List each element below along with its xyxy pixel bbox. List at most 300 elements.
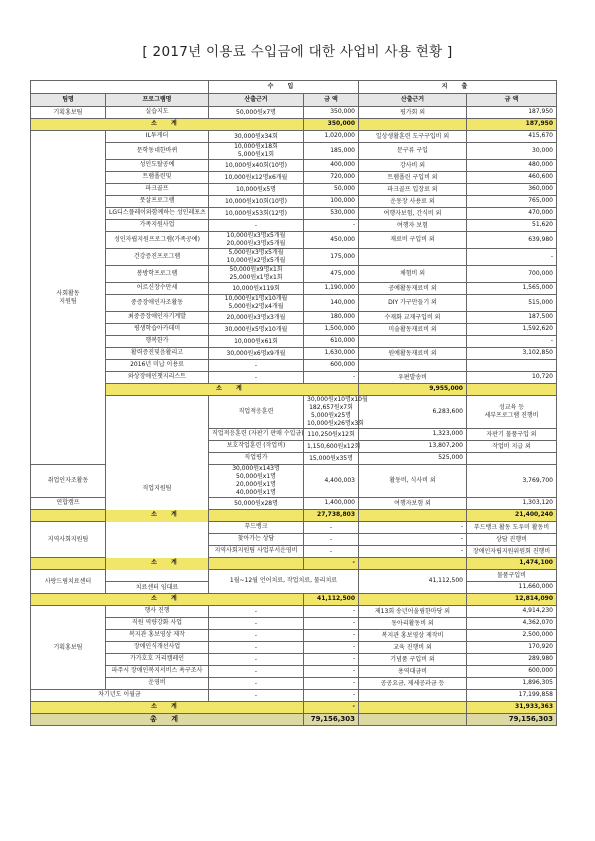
expense-amount: 1,303,120 xyxy=(467,498,557,510)
income-amount: 13,807,200 xyxy=(359,441,467,453)
table-row xyxy=(31,618,557,630)
income-basis-cell xyxy=(304,441,359,453)
header-row-groups xyxy=(31,81,557,94)
expense-amount: 12,814,090 xyxy=(467,594,557,606)
expense-basis-cell xyxy=(467,429,557,441)
program-cell: 파크골프 xyxy=(106,184,209,196)
income-basis-line: 5,000원x1회 xyxy=(237,151,275,158)
expense-basis xyxy=(467,384,557,396)
income-basis-cell xyxy=(209,666,304,678)
income-amount: - xyxy=(359,546,467,558)
income-amount: 450,000 xyxy=(304,232,359,249)
text-line: 직업지원팀 xyxy=(142,484,172,492)
income-basis-line: 10,000원x53회(12명) xyxy=(225,209,287,217)
program-cell: 2016년 미납 이용료 xyxy=(106,360,209,372)
income-amount: 350,000 xyxy=(304,119,359,131)
income-basis-line: 5,000원x2명x4개월 xyxy=(228,303,284,310)
income-basis-cell xyxy=(209,678,304,690)
text-line: 파크골프 입장료 외 xyxy=(387,185,438,193)
income-basis-cell xyxy=(209,324,304,336)
income-basis-cell xyxy=(209,360,304,372)
income-basis-cell xyxy=(209,143,304,160)
program-cell: 직업적응훈련 xyxy=(209,396,304,429)
page-title: [ 2017년 이용료 수입금에 대한 사업비 사용 현황 ] xyxy=(142,44,453,60)
income-amount: - xyxy=(304,702,359,714)
income-amount: - xyxy=(304,372,359,384)
program-cell: 트램폴린및 xyxy=(106,172,209,184)
expense-basis-cell xyxy=(359,465,467,498)
text-line: 평가회 외 xyxy=(399,108,426,116)
row-label: 소 계 xyxy=(31,510,304,522)
income-basis-cell xyxy=(209,232,304,249)
col-header-expense-basis: 산출근거 xyxy=(359,94,467,107)
table-row xyxy=(31,666,557,678)
text-line: 문구류 구입 xyxy=(397,147,428,154)
income-basis-cell xyxy=(209,606,304,618)
text-line: 동아리활동비 외 xyxy=(391,619,434,627)
text-line: 수재화 교재구입비 외 xyxy=(384,313,441,321)
income-amount: 79,156,303 xyxy=(304,714,359,726)
income-amount: 400,000 xyxy=(304,160,359,172)
program-cell: 보호작업훈련 (작업비) xyxy=(209,441,304,453)
expense-basis-cell xyxy=(359,324,467,336)
table-row xyxy=(31,249,557,266)
table-row xyxy=(31,131,557,143)
table-row xyxy=(31,220,557,232)
program-cell: 활력증진및음활리고 xyxy=(106,348,209,360)
income-basis-line: - xyxy=(254,655,258,663)
income-basis-line: 20,000원x3명x5개월 xyxy=(226,240,286,247)
income-basis-line: 30,000원x34회 xyxy=(234,132,278,140)
text-line: 체험비 외 xyxy=(399,270,426,277)
income-amount: - xyxy=(304,678,359,690)
expense-basis xyxy=(359,558,467,570)
program-cell: 평생학습아카데미 xyxy=(106,324,209,336)
expense-basis-cell xyxy=(359,372,467,384)
income-basis-line: 15,000원x35명 xyxy=(309,454,353,462)
table-row xyxy=(31,172,557,184)
program-cell: 건강증진프로그램 xyxy=(106,249,209,266)
text-line: 자판기 물품구입 외 xyxy=(486,430,537,438)
subtotal-row xyxy=(31,119,557,131)
income-amount: 610,000 xyxy=(304,336,359,348)
income-basis-cell xyxy=(209,131,304,143)
income-basis-line: - xyxy=(254,631,258,639)
text-line: 작업비 지급 외 xyxy=(492,442,531,450)
table-row xyxy=(31,295,557,312)
income-basis-line: 30,000원x143명 xyxy=(232,465,280,472)
table-row xyxy=(31,324,557,336)
expense-basis-cell xyxy=(359,666,467,678)
expense-amount: 170,920 xyxy=(467,642,557,654)
text-line: 트램폴린 구입비 외 xyxy=(387,173,438,181)
income-basis-cell xyxy=(209,336,304,348)
expense-amount: 360,000 xyxy=(467,184,557,196)
text-line: 상담 진행비 xyxy=(496,535,527,543)
subtotal-row xyxy=(31,510,557,522)
expense-amount: 4,362,070 xyxy=(467,618,557,630)
income-basis-cell xyxy=(209,690,304,702)
program-cell: 봉방학프로그램 xyxy=(106,266,209,283)
text-line: 기획홍보팀 xyxy=(53,108,83,116)
income-amount: - xyxy=(304,666,359,678)
income-amount: 525,000 xyxy=(359,453,467,465)
program-cell: 푸드뱅크 xyxy=(209,522,304,534)
expense-table xyxy=(30,80,557,726)
income-amount: - xyxy=(304,606,359,618)
team-cell xyxy=(31,570,106,594)
expense-basis-cell xyxy=(467,396,557,429)
expense-basis-cell xyxy=(359,266,467,283)
income-basis-cell xyxy=(209,348,304,360)
income-basis-cell xyxy=(209,372,304,384)
income-basis-cell xyxy=(209,642,304,654)
expense-basis-cell xyxy=(359,131,467,143)
team-cell xyxy=(31,606,106,690)
expense-basis-cell xyxy=(359,232,467,249)
income-amount: 41,112,500 xyxy=(304,594,359,606)
table-row xyxy=(31,283,557,295)
income-basis-line: 30,000원x6명x9개월 xyxy=(226,349,286,357)
text-line: 사회활동 xyxy=(56,289,80,297)
income-basis-cell xyxy=(304,546,359,558)
income-amount: 1,323,000 xyxy=(359,429,467,441)
income-basis-cell xyxy=(209,498,304,510)
subtotal-row xyxy=(31,702,557,714)
expense-basis-cell xyxy=(359,606,467,618)
income-basis-cell xyxy=(304,534,359,546)
text-line: 교육 진행비 외 xyxy=(393,643,432,651)
income-amount: 175,000 xyxy=(304,249,359,266)
income-amount: - xyxy=(304,690,359,702)
program-cell: 풋살프로그램 xyxy=(106,196,209,208)
text-line: 미술활동재료비 외 xyxy=(388,325,437,333)
expense-amount: 765,000 xyxy=(467,196,557,208)
income-basis-line: 5,000원x3명x5개월 xyxy=(228,249,284,256)
income-basis-line: 10,000원x3명x5개월 xyxy=(226,232,286,239)
income-basis-line: - xyxy=(254,643,258,651)
expense-amount: 460,600 xyxy=(467,172,557,184)
program-cell: 복지관 홍보영상 제작 xyxy=(106,630,209,642)
expense-basis-cell xyxy=(467,453,557,465)
expense-basis-cell xyxy=(359,295,467,312)
expense-basis-cell xyxy=(359,208,467,220)
program-cell: 연합캠프 xyxy=(31,498,106,510)
table-row xyxy=(31,232,557,249)
income-basis-line: 50,000원x9명x1회 xyxy=(229,266,283,273)
income-amount: 100,000 xyxy=(304,196,359,208)
expense-basis xyxy=(359,714,467,726)
text-line: 여행자보험 외 xyxy=(394,499,431,507)
program-cell: 문학동네한바퀴 xyxy=(106,143,209,160)
text-line: 운동장 사용료 외 xyxy=(390,197,435,205)
income-basis-line: 110,250원x12회 xyxy=(307,430,355,438)
table-row xyxy=(31,160,557,172)
text-line: 성교육 등 xyxy=(498,404,525,411)
income-amount: 1,630,000 xyxy=(304,348,359,360)
program-cell: 직업평가 xyxy=(209,453,304,465)
income-amount: 27,738,803 xyxy=(304,510,359,522)
text-line: 푸드뱅크 활동 도우미 활동비 xyxy=(473,523,550,531)
expense-amount xyxy=(467,360,557,372)
income-basis-cell xyxy=(209,266,304,283)
income-basis-line: 50,000원x1명 xyxy=(236,473,276,480)
text-line: 지원팀 xyxy=(59,297,77,305)
expense-amount: 187,950 xyxy=(467,107,557,119)
income-amount: 1,500,000 xyxy=(304,324,359,336)
income-basis-line: 20,000원x3명x3개월 xyxy=(226,313,286,321)
income-amount: 9,955,000 xyxy=(359,384,467,396)
expense-basis-cell xyxy=(467,522,557,534)
subtotal-row xyxy=(31,384,557,396)
expense-amount: 470,000 xyxy=(467,208,557,220)
income-basis-cell xyxy=(209,196,304,208)
expense-amount: 11,660,000 xyxy=(467,582,557,594)
row-label: 소 계 xyxy=(106,384,359,396)
income-amount: - xyxy=(359,522,467,534)
table-row xyxy=(31,336,557,348)
text-line: 재료비 구입비 외 xyxy=(390,236,435,243)
text-line: 기획홍보팀 xyxy=(53,643,83,651)
expense-amount: - xyxy=(467,336,557,348)
expense-amount: 1,592,620 xyxy=(467,324,557,336)
income-basis-line: 10,000원x5명 xyxy=(236,185,276,193)
income-basis-line: - xyxy=(329,535,333,543)
income-basis-cell xyxy=(304,522,359,534)
row-label: 총 계 xyxy=(31,714,304,726)
text-line: 공공요금, 제세공과금 등 xyxy=(380,679,445,687)
text-line: 강사비 외 xyxy=(399,161,426,169)
program-cell: 최중증장애인자기계발 xyxy=(106,312,209,324)
income-basis-line: - xyxy=(329,547,333,555)
text-line: 일상생활훈련 도구구입비 외 xyxy=(375,132,450,140)
team-cell xyxy=(31,131,106,465)
income-basis-line: 10,000원x61회 xyxy=(234,337,278,345)
expense-basis-cell xyxy=(359,160,467,172)
expense-basis xyxy=(359,119,467,131)
expense-basis xyxy=(359,594,467,606)
text-line: 지역사회지원팀 xyxy=(47,535,89,543)
team-cell xyxy=(31,107,106,119)
income-basis-cell xyxy=(209,283,304,295)
expense-basis-cell xyxy=(359,690,467,702)
expense-amount: - xyxy=(467,249,557,266)
table-row xyxy=(31,107,557,119)
income-basis-line: 10,000원x18회 xyxy=(234,143,278,150)
income-basis-line: 30,000원x5명x10개월 xyxy=(224,325,288,333)
subtotal-row xyxy=(31,594,557,606)
text-line: 세부프로그램 진행비 xyxy=(484,412,539,419)
expense-amount: 3,769,700 xyxy=(467,465,557,498)
table-row xyxy=(31,678,557,690)
expense-amount: 600,000 xyxy=(467,666,557,678)
expense-basis-cell xyxy=(359,678,467,690)
expense-basis-cell xyxy=(467,570,557,582)
income-basis-line: 5,000원x25명 xyxy=(311,412,351,419)
table-row xyxy=(31,266,557,283)
program-cell: 성인도탈공예 xyxy=(106,160,209,172)
income-amount: - xyxy=(359,534,467,546)
expense-basis-cell xyxy=(467,546,557,558)
expense-basis-cell xyxy=(359,283,467,295)
program-cell: 성인자립지원프로그램(가족공예) xyxy=(106,232,209,249)
income-basis-line: 10,000원x2명x5개월 xyxy=(226,257,286,264)
expense-basis xyxy=(359,702,467,714)
income-basis-cell xyxy=(209,630,304,642)
income-amount: - xyxy=(304,558,359,570)
program-cell: 직업적응훈련 (자판기 판매 수입금) xyxy=(209,429,304,441)
income-amount: 1,190,000 xyxy=(304,283,359,295)
income-amount: - xyxy=(304,642,359,654)
grand-total-row xyxy=(31,714,557,726)
income-basis-cell xyxy=(209,249,304,266)
income-basis-line: 10,000원x40회(10명) xyxy=(225,161,287,169)
text-line: 장애인자립지원위원회 진행비 xyxy=(472,547,551,555)
expense-basis-cell xyxy=(359,196,467,208)
expense-group-header: 지 출 xyxy=(359,81,557,94)
program-cell: 중증장애인자조활동 xyxy=(106,295,209,312)
income-basis-cell xyxy=(209,184,304,196)
program-cell: 실습지도 xyxy=(106,107,209,119)
income-basis-line: - xyxy=(254,373,258,381)
expense-amount: 415,670 xyxy=(467,131,557,143)
expense-amount: 17,199,858 xyxy=(467,690,557,702)
expense-basis-cell xyxy=(359,312,467,324)
team-cell xyxy=(31,522,106,558)
program-cell: 장애인식개선사업 xyxy=(106,642,209,654)
text-line: 여행자 보험 xyxy=(397,221,428,229)
program-cell: 지역사회지원팀 사업부서운영비 xyxy=(209,546,304,558)
text-line: 사랑드림치료센터 xyxy=(44,577,92,585)
income-basis-line: 50,000원x28명 xyxy=(234,499,278,507)
expense-basis-cell xyxy=(359,618,467,630)
expense-basis-cell xyxy=(359,220,467,232)
income-basis-line: 50,000원x7명 xyxy=(236,108,276,116)
program-cell: 직원 역량강화 사업 xyxy=(106,618,209,630)
expense-basis-cell xyxy=(359,336,467,348)
income-basis-line: 10,000원x119회 xyxy=(232,284,280,292)
income-amount: 6,283,600 xyxy=(359,396,467,429)
income-amount: 180,000 xyxy=(304,312,359,324)
expense-amount: 21,400,240 xyxy=(467,510,557,522)
expense-amount: 700,000 xyxy=(467,266,557,283)
program-cell: 어르신장수만세 xyxy=(106,283,209,295)
income-basis-cell xyxy=(209,654,304,666)
program-cell: 행사 진행 xyxy=(106,606,209,618)
income-basis-line: 10,000원x1명x10개월 xyxy=(224,295,288,302)
text-line: 활동비, 식사비 외 xyxy=(389,477,436,484)
expense-amount: 515,000 xyxy=(467,295,557,312)
header-row-columns xyxy=(31,94,557,107)
program-cell: 가가호호 거리캠페인 xyxy=(106,654,209,666)
income-amount: 140,000 xyxy=(304,295,359,312)
income-basis-cell xyxy=(209,208,304,220)
text-line: DIY 가구만들기 외 xyxy=(388,299,437,306)
income-group-header: 수 입 xyxy=(209,81,359,94)
program-cell: 파주시 장애인복지서비스 욕구조사 xyxy=(106,666,209,678)
table-row xyxy=(31,348,557,360)
expense-basis-cell xyxy=(359,249,467,266)
income-basis-cell xyxy=(209,172,304,184)
expense-basis xyxy=(359,510,467,522)
table-row xyxy=(31,184,557,196)
col-header-income-amount: 금 액 xyxy=(304,94,359,107)
expense-amount: 1,474,100 xyxy=(467,558,557,570)
income-basis-line: - xyxy=(254,221,258,229)
income-basis-line: - xyxy=(254,619,258,627)
expense-amount: 4,914,230 xyxy=(467,606,557,618)
row-label: 소 계 xyxy=(31,702,304,714)
program-cell: 가족지원사업 xyxy=(106,220,209,232)
table-row xyxy=(31,196,557,208)
income-amount: 600,000 xyxy=(304,360,359,372)
income-amount: 4,400,003 xyxy=(304,465,359,498)
income-basis-cell xyxy=(209,107,304,119)
income-amount: - xyxy=(304,220,359,232)
expense-basis-cell xyxy=(359,172,467,184)
income-amount: 1,020,000 xyxy=(304,131,359,143)
expense-amount: 187,500 xyxy=(467,312,557,324)
income-amount: 50,000 xyxy=(304,184,359,196)
income-amount: 41,112,500 xyxy=(359,570,467,594)
col-header-program: 프로그램명 xyxy=(106,94,209,107)
income-basis-cell xyxy=(304,396,368,429)
expense-amount: 30,000 xyxy=(467,143,557,160)
income-basis-line: 25,000원x1명x1회 xyxy=(229,274,283,281)
income-basis-line: - xyxy=(254,691,258,699)
expense-amount: 1,565,000 xyxy=(467,283,557,295)
text-line: 용역대금비 xyxy=(398,667,427,675)
income-basis-line: - xyxy=(254,667,258,675)
carryover-label: 차기년도 이월금 xyxy=(31,690,209,702)
income-basis-cell xyxy=(209,312,304,324)
expense-basis-cell xyxy=(359,360,467,372)
expense-basis-cell xyxy=(359,107,467,119)
expense-amount: 2,500,000 xyxy=(467,630,557,642)
income-basis-cell xyxy=(304,453,359,465)
program-cell: 취업인자조활동 xyxy=(31,465,106,498)
team-cell xyxy=(106,396,209,582)
income-basis-cell xyxy=(209,160,304,172)
expense-basis-cell xyxy=(106,582,209,594)
income-basis-line: 30,000원x10명x10월 xyxy=(307,396,368,403)
table-row xyxy=(31,312,557,324)
income-basis-line: - xyxy=(254,361,258,369)
program-cell: LG디스플레이와함께하는 성인레포츠 xyxy=(106,208,209,220)
income-basis-line: 182,657원x7회 xyxy=(309,404,353,411)
income-amount: 350,000 xyxy=(304,107,359,119)
income-basis-line: 1,150,600원x12회 xyxy=(307,442,361,450)
text-line: 기념품 구입비 외 xyxy=(390,655,435,663)
expense-amount: 1,896,305 xyxy=(467,678,557,690)
text-line: 공예활동재료비 외 xyxy=(388,284,437,292)
expense-amount: 51,620 xyxy=(467,220,557,232)
expense-basis-cell xyxy=(467,441,557,453)
income-amount: - xyxy=(304,630,359,642)
expense-basis-cell xyxy=(359,498,467,510)
program-cell: 와상장애인챗지리스트 xyxy=(106,372,209,384)
text-line: 물품구입비 xyxy=(497,571,526,579)
expense-amount: 480,000 xyxy=(467,160,557,172)
expense-basis-cell xyxy=(359,184,467,196)
expense-amount: 187,950 xyxy=(467,119,557,131)
expense-basis-cell xyxy=(359,630,467,642)
income-basis-line: - xyxy=(329,523,333,531)
income-basis-line: 20,000원x1명 xyxy=(236,481,276,488)
table-row xyxy=(31,642,557,654)
income-basis-cell xyxy=(304,429,359,441)
table-row xyxy=(31,208,557,220)
